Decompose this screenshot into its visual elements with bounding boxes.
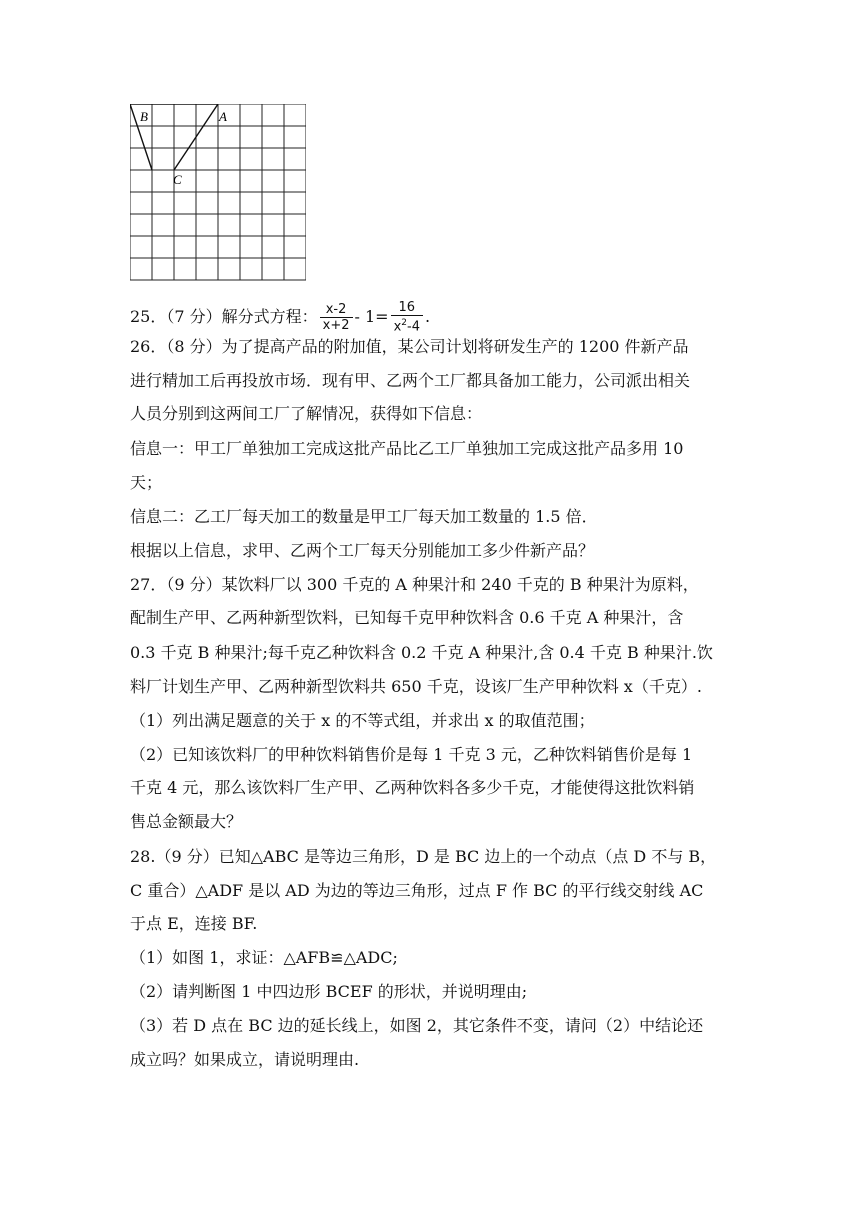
q25-minus-one: - 1= — [354, 307, 389, 327]
grid-triangle-figure — [130, 104, 306, 282]
q25-fraction-left — [320, 302, 353, 333]
q28-line-1: 28.（9 分）已知△ABC 是等边三角形，D 是 BC 边上的一个动点（点 D 不与 B， — [130, 847, 717, 866]
q25-frac2-den-base: x — [393, 319, 402, 335]
q27-line-4: 料厂计划生产甲、乙两种新型饮料共 650 千克，设该厂生产甲种饮料 x（千克）. — [130, 677, 702, 696]
q26-line-5: 天； — [130, 473, 163, 492]
q25-prefix: 25．（7 分）解分式方程： — [130, 307, 318, 327]
q26-line-2: 进行精加工后再投放市场．现有甲、乙两个工厂都具备加工能力，公司派出相关 — [130, 371, 691, 390]
q28-line-2: C 重合）△ADF 是以 AD 为边的等边三角形，过点 F 作 BC 的平行线交射线 AC — [130, 881, 704, 900]
q27-line-6: （2）已知该饮料厂的甲种饮料销售价是每 1 千克 3 元，乙种饮料销售价是每 1 — [130, 745, 693, 764]
q28-line-6: （3）若 D 点在 BC 边的延长线上，如图 2，其它条件不变，请问（2）中结论还 — [130, 1016, 704, 1035]
q26-line-3: 人员分别到这两间工厂了解情况，获得如下信息： — [130, 404, 483, 423]
q27-line-3: 0.3 千克 B 种果汁;每千克乙种饮料含 0.2 千克 A 种果汁,含 0.4 千克 B 种果汁.饮 — [130, 643, 713, 662]
q25-frac2-denominator — [391, 316, 423, 334]
q27-line-8: 售总金额最大？ — [130, 812, 243, 831]
label-b: B — [140, 109, 148, 124]
q28-line-5: （2）请判断图 1 中四边形 BCEF 的形状，并说明理由; — [130, 982, 528, 1001]
q28-line-3: 于点 E，连接 BF. — [130, 914, 258, 933]
q27-line-1: 27．（9 分）某饮料厂以 300 千克的 A 种果汁和 240 千克的 B 种果汁为原料， — [130, 575, 699, 594]
q25-frac1-numerator: x-2 — [320, 302, 353, 318]
label-a: A — [219, 109, 227, 124]
q25-frac2-numerator: 16 — [391, 300, 423, 316]
q28-line-4: （1）如图 1，求证：△AFB≌△ADC; — [130, 948, 398, 967]
q25-fraction-right — [391, 300, 423, 334]
q25-frac2-den-exponent: 2 — [401, 318, 408, 328]
label-c: C — [173, 172, 182, 187]
q25-suffix: . — [424, 307, 431, 327]
q28-line-7: 成立吗？如果成立，请说明理由. — [130, 1050, 360, 1069]
q26-line-1: 26．（8 分）为了提高产品的附加值，某公司计划将研发生产的 1200 件新产品 — [130, 337, 689, 356]
q26-line-4: 信息一：甲工厂单独加工完成这批产品比乙工厂单独加工完成这批产品多用 10 — [130, 439, 684, 458]
q27-line-2: 配制生产甲、乙两种新型饮料，已知每千克甲种饮料含 0.6 千克 A 种果汁，含 — [130, 608, 684, 627]
question-25 — [130, 300, 740, 334]
q27-line-7: 千克 4 元，那么该饮料厂生产甲、乙两种饮料各多少千克，才能使得这批饮料销 — [130, 778, 695, 797]
grid-lines — [130, 104, 306, 280]
q25-frac2-den-tail: -4 — [407, 319, 420, 335]
q26-line-6: 信息二：乙工厂每天加工的数量是甲工厂每天加工数量的 1.5 倍． — [130, 507, 598, 526]
q27-line-5: （1）列出满足题意的关于 x 的不等式组，并求出 x 的取值范围； — [130, 711, 595, 730]
q26-line-7: 根据以上信息，求甲、乙两个工厂每天分别能加工多少件新产品？ — [130, 541, 595, 560]
q25-frac1-denominator: x+2 — [322, 317, 350, 333]
